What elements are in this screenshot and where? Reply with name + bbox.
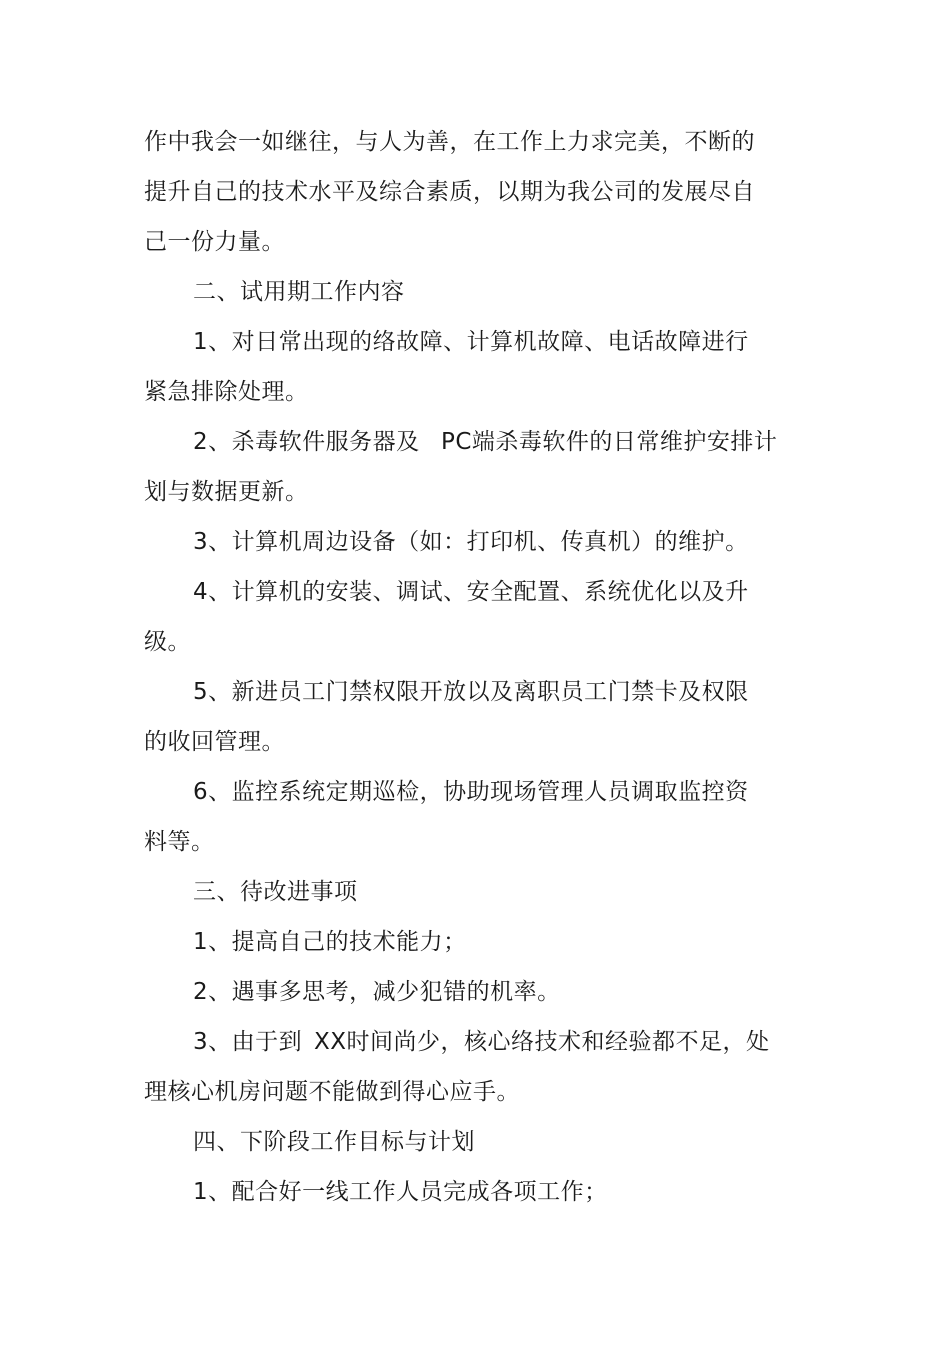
list-item-line: 的收回管理。 [144, 729, 285, 755]
list-item-line: 4、计算机的安装、调试、安全配置、系统优化以及升 [193, 579, 749, 605]
list-item-line: 6、监控系统定期巡检，协助现场管理人员调取监控资 [193, 779, 749, 805]
list-item-line: 3、由于到 [193, 1029, 303, 1055]
section-heading: 三、待改进事项 [193, 879, 358, 905]
list-item-line: 1、提高自己的技术能力； [193, 929, 467, 955]
list-item-line: 2、杀毒软件服务器及 [193, 429, 420, 455]
list-item-line: 理核心机房问题不能做到得心应手。 [144, 1079, 520, 1105]
section-heading: 二、试用期工作内容 [193, 279, 405, 305]
list-item-line: 料等。 [144, 829, 215, 855]
list-item-line: XX时间尚少，核心络技术和经验都不足，处 [314, 1029, 770, 1055]
list-item-line: PC端杀毒软件的日常维护安排计 [441, 429, 778, 455]
body-text-line: 提升自己的技术水平及综合素质，以期为我公司的发展尽自 [144, 179, 755, 205]
list-item-line: 1、对日常出现的络故障、计算机故障、电话故障进行 [193, 329, 749, 355]
list-item-line: 3、计算机周边设备（如：打印机、传真机）的维护。 [193, 529, 749, 555]
list-item-line: 2、遇事多思考，减少犯错的机率。 [193, 979, 561, 1005]
list-item-line: 级。 [144, 629, 191, 655]
body-text-line: 己一份力量。 [144, 229, 285, 255]
list-item-line: 1、配合好一线工作人员完成各项工作； [193, 1179, 608, 1205]
list-item-line: 紧急排除处理。 [144, 379, 309, 405]
body-text-line: 作中我会一如继往，与人为善，在工作上力求完美，不断的 [144, 129, 755, 155]
list-item-line: 划与数据更新。 [144, 479, 309, 505]
section-heading: 四、下阶段工作目标与计划 [193, 1129, 475, 1155]
list-item-line: 5、新进员工门禁权限开放以及离职员工门禁卡及权限 [193, 679, 749, 705]
